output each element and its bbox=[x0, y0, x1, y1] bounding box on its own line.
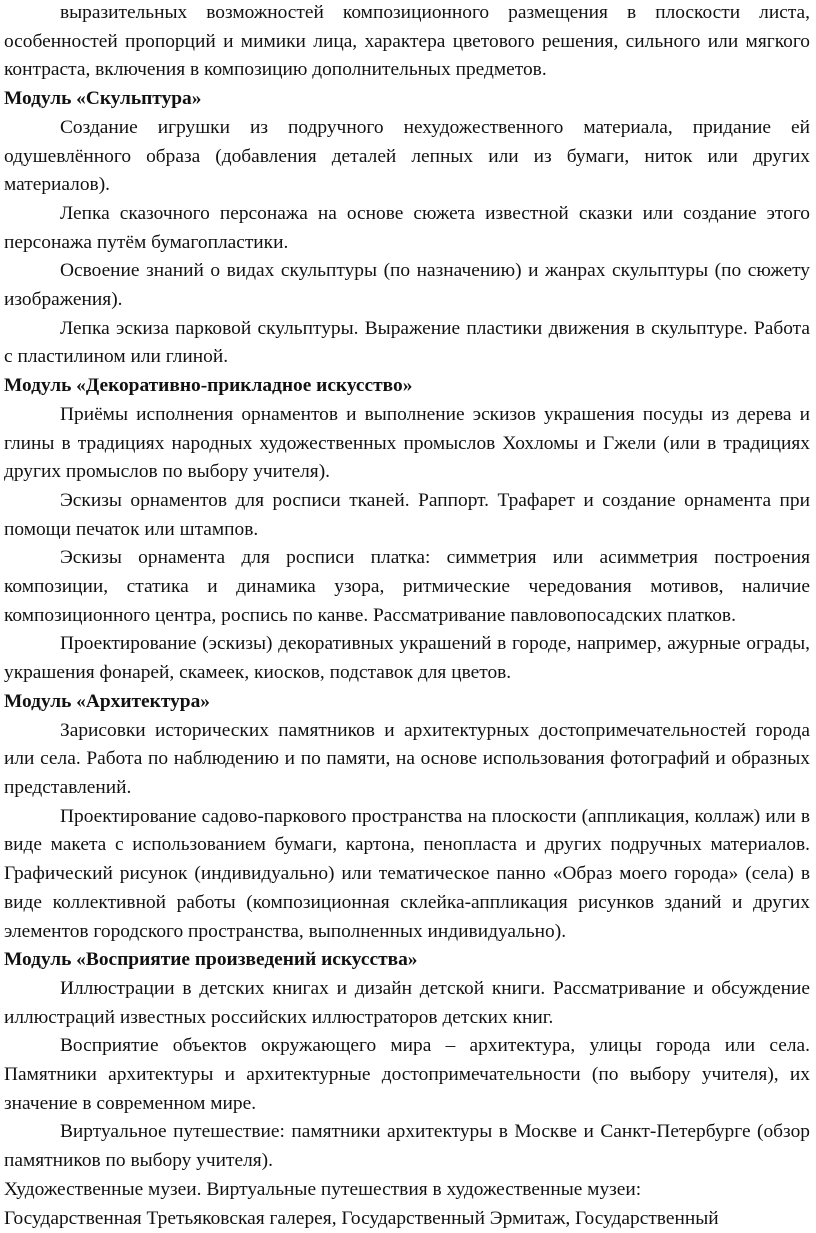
section-architecture bbox=[4, 688, 810, 946]
paragraph: Приёмы исполнения орнаментов и выполнение эскизов украшения посуды из дерева и глины в традициях народных художественных промыслов Хохломы и Гжели (или в традициях других промыслов по выбору учителя). bbox=[4, 403, 810, 483]
paragraph: Лепка сказочного персонажа на основе сюжета известной сказки или создание этого персонажа путём бумагопластики. bbox=[4, 202, 810, 253]
paragraph: Эскизы орнамента для росписи платка: симметрия или асимметрия построения композиции, статика и динамика узора, ритмические чередования мотивов, наличие композиционного центра, роспись по канве. Рассматривание павловопосадских платков. bbox=[4, 547, 810, 626]
section-heading-decorative-arts: Модуль «Декоративно-прикладное искусство» bbox=[4, 375, 413, 397]
paragraph-line: Художественные музеи. Виртуальные путешествия в художественные музеи: bbox=[4, 1178, 642, 1200]
paragraph: Освоение знаний о видах скульптуры (по назначению) и жанрах скульптуры (по сюжету изображения). bbox=[4, 260, 810, 311]
paragraph: Проектирование садово-паркового пространства на плоскости (аппликация, коллаж) или в виде макета с использованием бумаги, картона, пенопласта и других подручных материалов. Графический рисунок (индивидуально) или тематическое панно «Образ моего города» (села) в виде коллективной работы (композиционная склейка-аппликация рисунков зданий и других элементов городского пространства, выполненных индивидуально). bbox=[4, 805, 810, 942]
paragraph: Восприятие объектов окружающего мира – архитектура, улицы города или села. Памятники архитектуры и архитектурные достопримечательности (по выбору учителя), их значение в современном мире. bbox=[4, 1035, 810, 1114]
section-heading-art-perception: Модуль «Восприятие произведений искусства» bbox=[4, 949, 418, 971]
paragraph: Виртуальное путешествие: памятники архитектуры в Москве и Санкт-Петербурге (обзор памятников по выбору учителя). bbox=[4, 1121, 810, 1172]
section-heading-architecture: Модуль «Архитектура» bbox=[4, 690, 210, 712]
paragraph: Проектирование (эскизы) декоративных украшений в городе, например, ажурные ограды, украшения фонарей, скамеек, киосков, подставок для цветов. bbox=[4, 633, 810, 684]
paragraph: Лепка эскиза парковой скульптуры. Выражение пластики движения в скульптуре. Работа с пластилином или глиной. bbox=[4, 317, 810, 368]
section-decorative-arts bbox=[4, 372, 810, 688]
paragraph: Зарисовки исторических памятников и архитектурных достопримечательностей города или села. Работа по наблюдению и по памяти, на основе использования фотографий и образных представлений. bbox=[4, 719, 810, 798]
paragraph: Иллюстрации в детских книгах и дизайн детской книги. Рассматривание и обсуждение иллюстраций известных российских иллюстраторов детских книг. bbox=[4, 977, 810, 1028]
section-sculpture bbox=[4, 85, 810, 372]
paragraph: Эскизы орнаментов для росписи тканей. Раппорт. Трафарет и создание орнамента при помощи печаток или штампов. bbox=[4, 489, 810, 540]
intro-continuation-paragraph: выразительных возможностей композиционного размещения в плоскости листа, особенностей пропорций и мимики лица, характера цветового решения, сильного или мягкого контраста, включения в композицию дополнительных предметов. bbox=[4, 2, 810, 81]
paragraph-line: Государственная Третьяковская галерея, Государственный Эрмитаж, Государственный bbox=[4, 1207, 719, 1229]
paragraph: Создание игрушки из подручного нехудожественного материала, придание ей одушевлённого образа (добавления деталей лепных или из бумаги, ниток или других материалов). bbox=[4, 116, 810, 196]
section-art-perception bbox=[4, 946, 810, 1233]
section-heading-sculpture: Модуль «Скульптура» bbox=[4, 88, 202, 110]
